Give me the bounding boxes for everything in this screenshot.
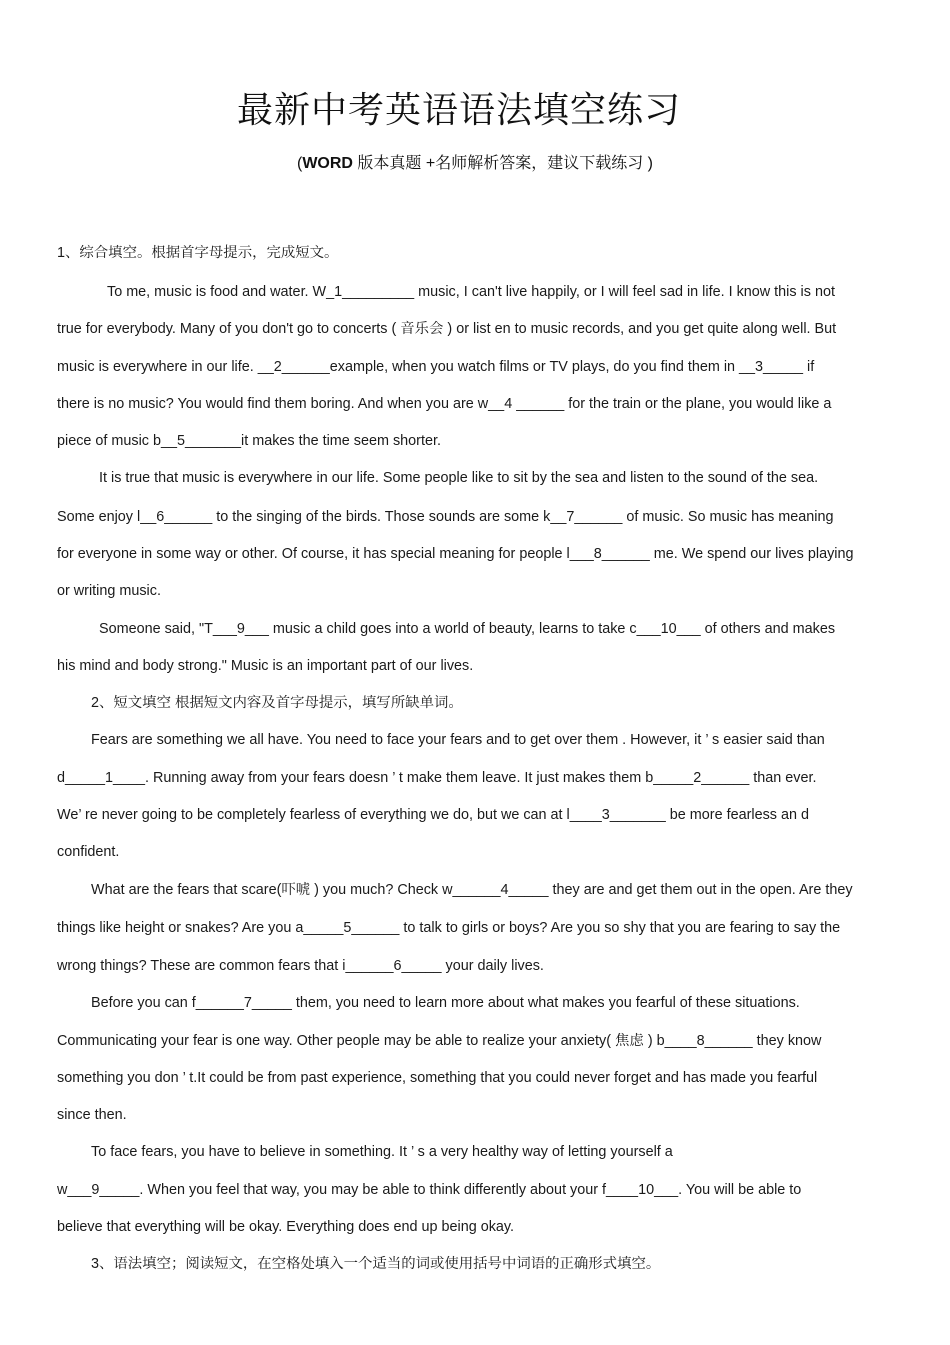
paragraph-line: To me, music is food and water. W_1_________ music, I can't live happily, or I will feel sad in life. I know this is not: [107, 284, 835, 300]
paragraph-line: piece of music b__5_______it makes the time seem shorter.: [57, 433, 441, 449]
subtitle-word: WORD: [302, 155, 353, 172]
paragraph-line: believe that everything will be okay. Everything does end up being okay.: [57, 1219, 515, 1235]
section-2-heading: 2、短文填空 根据短文内容及首字母提示，填写所缺单词。: [91, 695, 463, 711]
paragraph-line: We’ re never going to be completely fearless of everything we do, but we can at l____3_______ be more fearless an d: [57, 807, 809, 823]
paragraph-line: music is everywhere in our life. __2______example, when you watch films or TV plays, do you find them in __3_____ if: [57, 359, 815, 375]
paragraph-line: things like height or snakes? Are you a_____5______ to talk to girls or boys? Are you so shy that you are fearing to say the: [57, 920, 841, 936]
subtitle-text: 版本真题 +名师解析答案，建议下载练习: [352, 155, 648, 172]
paragraph-line: w___9_____. When you feel that way, you may be able to think differently about your f____10___. You will be able to: [57, 1182, 802, 1198]
paragraph-line: Before you can f______7_____ them, you need to learn more about what makes you fearful of these situations.: [91, 995, 800, 1011]
paragraph-line: his mind and body strong." Music is an important part of our lives.: [57, 658, 474, 674]
paragraph-line: It is true that music is everywhere in our life. Some people like to sit by the sea and listen to the sound of the sea.: [99, 470, 819, 486]
paragraph-line: since then.: [57, 1107, 127, 1123]
paragraph-line: Some enjoy l__6______ to the singing of the birds. Those sounds are some k__7______ of music. So music has meaning: [57, 509, 834, 525]
paragraph-line: true for everybody. Many of you don't go to concerts ( 音乐会 ) or list en to music records, and you get quite along well. But: [57, 321, 837, 337]
subtitle-close-paren: ): [647, 155, 653, 172]
paragraph-line: something you don ’ t.It could be from past experience, something that you could never forget and has made you fearful: [57, 1070, 818, 1086]
paragraph-line: Someone said, "T___9___ music a child goes into a world of beauty, learns to take c___10___ of others and makes: [99, 621, 836, 637]
paragraph-line: To face fears, you have to believe in something. It ’ s a very healthy way of letting yourself a: [91, 1144, 673, 1160]
paragraph-line: wrong things? These are common fears that i______6_____ your daily lives.: [57, 958, 544, 974]
paragraph-line: there is no music? You would find them boring. And when you are w__4 ______ for the train or the plane, you would like a: [57, 396, 832, 412]
paragraph-line: for everyone in some way or other. Of course, it has special meaning for people l___8______ me. We spend our lives playing: [57, 546, 854, 562]
paragraph-line: Fears are something we all have. You need to face your fears and to get over them . However, it ’ s easier said than: [91, 732, 825, 748]
subtitle-open-paren: (: [297, 155, 303, 172]
paragraph-line: or writing music.: [57, 583, 161, 599]
paragraph-line: d_____1____. Running away from your fears doesn ’ t make them leave. It just makes them b_____2______ than ever.: [57, 770, 817, 786]
paragraph-line: Communicating your fear is one way. Other people may be able to realize your anxiety( 焦虑 ) b____8______ they know: [57, 1033, 822, 1049]
paragraph-line: What are the fears that scare(吓唬 ) you much? Check w______4_____ they are and get them out in the open. Are they: [91, 882, 853, 898]
section-1-heading: 1、综合填空。根据首字母提示，完成短文。: [57, 245, 339, 261]
document-subtitle: [0, 150, 950, 173]
section-3-heading: 3、语法填空；阅读短文，在空格处填入一个适当的词或使用括号中词语的正确形式填空。: [91, 1256, 661, 1272]
paragraph-line: confident.: [57, 844, 120, 860]
document-title: 最新中考英语语法填空练习: [236, 90, 681, 131]
